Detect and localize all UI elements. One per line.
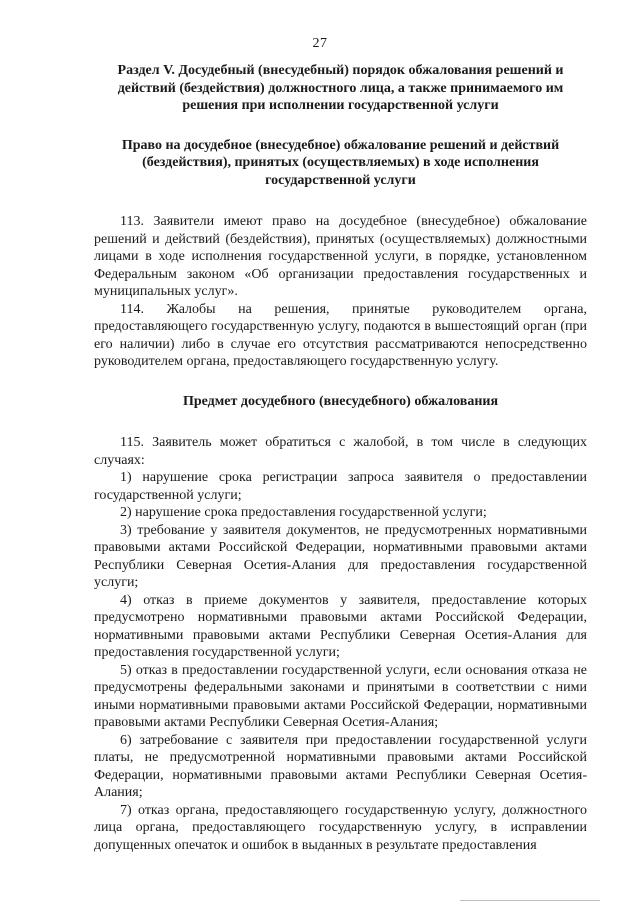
list-item-4: 4) отказ в приеме документов у заявителя, предоставление которых предусмотрено нормативными правовыми актами Российской Федерации, нормативными правовыми актами Республики Северная Осетия-Алания для предоставления государственной услуги; [94, 592, 587, 660]
list-item-6: 6) затребование с заявителя при предоставлении государственной услуги платы, не предусмотренной нормативными правовыми актами Российской Федерации, нормативными правовыми актами Республики Северная Осетия-Алания; [94, 732, 587, 800]
list-item-5: 5) отказ в предоставлении государственной услуги, если основания отказа не предусмотрены федеральными законами и принятыми в соответствии с ними иными нормативными правовыми актами Российской Федерации, нормативными правовыми актами Республики Северная Осетия-Алания; [94, 662, 587, 730]
subsection-title-appeal-right: Право на досудебное (внесудебное) обжалование решений и действий (бездействия), принятых (осуществляемых) в ходе исполнения государственной услуги [121, 137, 560, 188]
section-title: Раздел V. Досудебный (внесудебный) порядок обжалования решений и действий (бездействия) должностного лица, а также принимаемого им решения при исполнении государственной услуги [117, 63, 564, 113]
page-number: 27 [312, 36, 328, 51]
document-body [94, 62, 587, 854]
paragraph-115: 115. Заявитель может обратиться с жалобой, в том числе в следующих случаях: [94, 435, 587, 468]
scan-artifact-line [460, 900, 600, 901]
list-item-7: 7) отказ органа, предоставляющего государственную услугу, должностного лица органа, предоставляющего государственную услугу, в исправлении допущенных опечаток и ошибок в выданных в результате предоставления [94, 802, 587, 853]
paragraph-113: 113. Заявители имеют право на досудебное (внесудебное) обжалование решений и действий (бездействия), принятых (осуществляемых) должностными лицами в ходе исполнения государственной услуги, в порядке, установленном Федеральным законом «Об организации предоставления государственных и муниципальных услуг». [94, 214, 587, 299]
list-item-3: 3) требование у заявителя документов, не предусмотренных нормативными правовыми актами Российской Федерации, нормативными правовыми актами Республики Северная Осетия-Алания для предоставления государственной услуги; [94, 522, 587, 590]
list-item-2: 2) нарушение срока предоставления государственной услуги; [120, 505, 487, 520]
list-item-1: 1) нарушение срока регистрации запроса заявителя о предоставлении государственной услуги; [94, 470, 587, 503]
subsection-title-appeal-subject: Предмет досудебного (внесудебного) обжалования [182, 393, 499, 409]
paragraph-114: 114. Жалобы на решения, принятые руководителем органа, предоставляющего государственную услугу, подаются в вышестоящий орган (при его наличии) либо в случае его отсутствия рассматриваются непосредственно руководителем органа, предоставляющего государственную услугу. [94, 301, 587, 369]
